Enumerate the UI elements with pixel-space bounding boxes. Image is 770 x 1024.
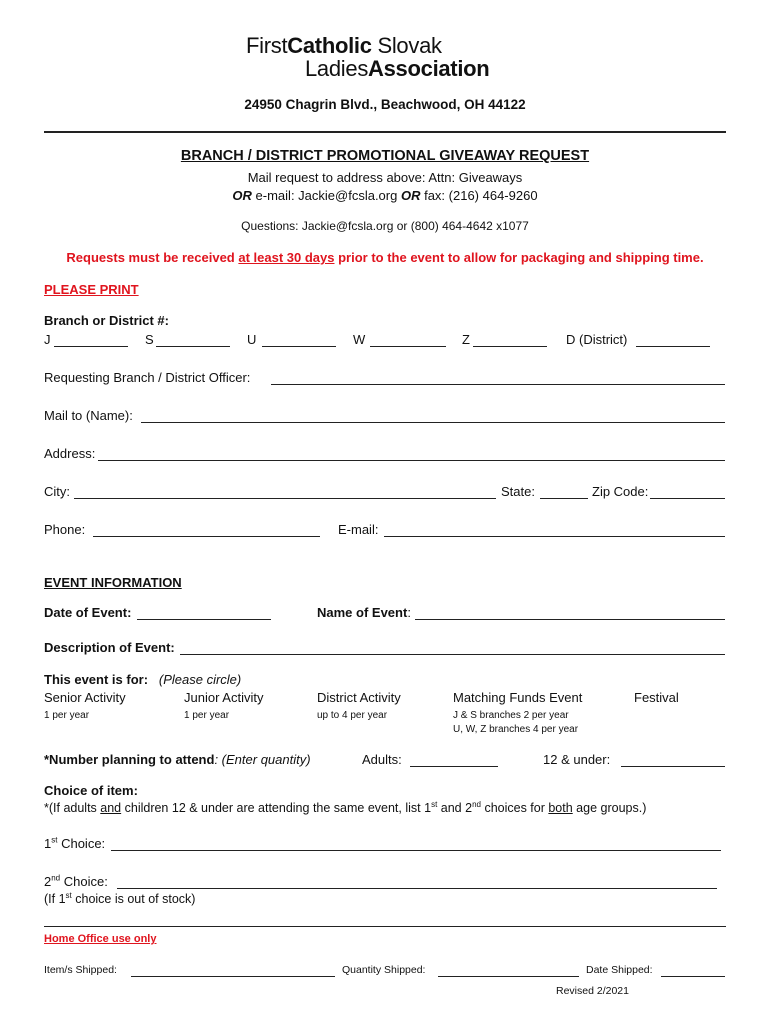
- event-name-label-wrap: [317, 605, 411, 620]
- logo-slovak: Slovak: [371, 33, 442, 58]
- option-festival[interactable]: Festival: [634, 690, 679, 705]
- branch-z-field[interactable]: [473, 346, 547, 347]
- first-choice-sup: st: [51, 835, 58, 845]
- choice-heading: Choice of item:: [44, 783, 138, 798]
- second-choice-text: Choice:: [60, 874, 108, 889]
- branch-j-label: J: [44, 332, 51, 347]
- contact-or-2: OR: [400, 188, 421, 203]
- choice-note-e: age groups.): [572, 801, 647, 815]
- branch-z-label: Z: [462, 332, 470, 347]
- phone-label: Phone:: [44, 522, 86, 537]
- branch-d-field[interactable]: [636, 346, 710, 347]
- under12-label: 12 & under:: [543, 752, 611, 767]
- zip-field[interactable]: [650, 498, 725, 499]
- fallback-sup: st: [65, 890, 72, 900]
- choice-note-a: *(If adults: [44, 801, 101, 815]
- choice-note-b: children 12 & under are attending the same event, list 1: [121, 801, 432, 815]
- choice-note-st: st: [431, 799, 438, 809]
- event-heading: EVENT INFORMATION: [44, 575, 182, 590]
- org-address: 24950 Chagrin Blvd., Beachwood, OH 44122: [244, 97, 526, 112]
- please-print: PLEASE PRINT: [44, 282, 139, 297]
- form-title: BRANCH / DISTRICT PROMOTIONAL GIVEAWAY REQUEST: [180, 148, 590, 164]
- city-label: City:: [44, 484, 70, 499]
- deadline-warning: [0, 250, 770, 265]
- warning-emphasis: at least 30 days: [238, 250, 335, 265]
- branch-label: Branch or District #:: [44, 313, 169, 328]
- revised-date: Revised 2/2021: [556, 985, 629, 997]
- logo-ladies: Ladies: [305, 56, 369, 81]
- second-choice-field[interactable]: [117, 888, 717, 889]
- option-junior-note: 1 per year: [184, 710, 230, 721]
- choice-note-d: choices for: [480, 801, 549, 815]
- logo-line2: [305, 57, 489, 81]
- option-senior[interactable]: Senior Activity: [44, 690, 126, 705]
- option-junior[interactable]: Junior Activity: [184, 690, 264, 705]
- mail-to-field[interactable]: [141, 422, 725, 423]
- first-choice-num: 1: [44, 836, 52, 851]
- event-name-label: Name of Event: [317, 605, 408, 620]
- event-desc-field[interactable]: [180, 654, 725, 655]
- header-divider: [44, 131, 726, 133]
- branch-w-field[interactable]: [370, 346, 446, 347]
- home-office-heading: Home Office use only: [44, 933, 157, 945]
- warning-post: prior to the event to allow for packaging and shipping time.: [334, 250, 704, 265]
- email-field[interactable]: [384, 536, 725, 537]
- choice-note-nd: nd: [472, 799, 481, 809]
- event-for-label: This event is for:: [44, 672, 149, 687]
- adults-field[interactable]: [410, 766, 498, 767]
- second-choice-num: 2: [44, 874, 52, 889]
- under12-field[interactable]: [621, 766, 725, 767]
- address-label: Address:: [44, 446, 96, 461]
- warning-pre: Requests must be received: [66, 250, 239, 265]
- mail-instructions: Mail request to address above: Attn: Giveaways: [247, 170, 523, 185]
- state-label: State:: [501, 484, 535, 499]
- attend-hint: : (Enter quantity): [214, 752, 311, 767]
- option-matching[interactable]: Matching Funds Event: [453, 690, 583, 705]
- choice-note: [44, 801, 646, 815]
- choice-note-both: both: [548, 801, 573, 815]
- option-matching-note2: U, W, Z branches 4 per year: [453, 724, 579, 735]
- event-date-label: Date of Event:: [44, 605, 132, 620]
- first-choice-field[interactable]: [111, 850, 721, 851]
- quantity-shipped-field[interactable]: [438, 976, 579, 977]
- questions-line: Questions: Jackie@fcsla.org or (800) 464-4642 x1077: [241, 219, 529, 233]
- branch-u-field[interactable]: [262, 346, 336, 347]
- contact-or-1: OR: [232, 188, 252, 203]
- second-choice-label: [44, 874, 108, 889]
- logo-line1: [246, 34, 442, 58]
- date-shipped-label: Date Shipped:: [586, 964, 653, 976]
- home-office-divider: [44, 926, 726, 927]
- contact-fax: fax: (216) 464-9260: [424, 188, 538, 203]
- phone-field[interactable]: [93, 536, 320, 537]
- event-desc-label: Description of Event:: [44, 640, 175, 655]
- city-field[interactable]: [74, 498, 496, 499]
- branch-w-label: W: [353, 332, 366, 347]
- option-district[interactable]: District Activity: [317, 690, 401, 705]
- mail-to-label: Mail to (Name):: [44, 408, 133, 423]
- logo-first: First: [246, 33, 288, 58]
- first-choice-text: Choice:: [57, 836, 106, 851]
- branch-u-label: U: [247, 332, 257, 347]
- zip-label: Zip Code:: [592, 484, 649, 499]
- logo-catholic: Catholic: [287, 33, 372, 58]
- contact-email[interactable]: e-mail: Jackie@fcsla.org: [255, 188, 398, 203]
- branch-s-field[interactable]: [156, 346, 230, 347]
- choice-note-c: and 2: [437, 801, 473, 815]
- event-for-hint: (Please circle): [158, 672, 242, 687]
- choice-note-and: and: [100, 801, 122, 815]
- first-choice-label: [44, 836, 105, 851]
- fallback-b: choice is out of stock): [71, 892, 196, 906]
- option-matching-note: J & S branches 2 per year: [453, 710, 569, 721]
- attend-line: [44, 752, 311, 767]
- fallback-note: [44, 892, 195, 906]
- event-name-field[interactable]: [415, 619, 725, 620]
- items-shipped-label: Item/s Shipped:: [44, 964, 117, 976]
- logo-association: Association: [368, 56, 490, 81]
- branch-s-label: S: [145, 332, 154, 347]
- second-choice-sup: nd: [51, 873, 61, 883]
- address-field[interactable]: [98, 460, 725, 461]
- contact-line: [0, 188, 770, 203]
- quantity-shipped-label: Quantity Shipped:: [342, 964, 426, 976]
- attend-label: *Number planning to attend: [44, 752, 215, 767]
- adults-label: Adults:: [362, 752, 402, 767]
- officer-label: Requesting Branch / District Officer:: [44, 370, 251, 385]
- option-district-note: up to 4 per year: [317, 710, 388, 721]
- event-name-colon: :: [407, 605, 411, 620]
- officer-field[interactable]: [271, 384, 725, 385]
- branch-j-field[interactable]: [54, 346, 128, 347]
- event-for-line: [44, 672, 241, 687]
- items-shipped-field[interactable]: [131, 976, 335, 977]
- event-date-field[interactable]: [137, 619, 271, 620]
- email-label: E-mail:: [338, 522, 379, 537]
- state-field[interactable]: [540, 498, 588, 499]
- date-shipped-field[interactable]: [661, 976, 725, 977]
- option-senior-note: 1 per year: [44, 710, 90, 721]
- fallback-a: (If 1: [44, 892, 66, 906]
- branch-d-label: D (District): [566, 332, 628, 347]
